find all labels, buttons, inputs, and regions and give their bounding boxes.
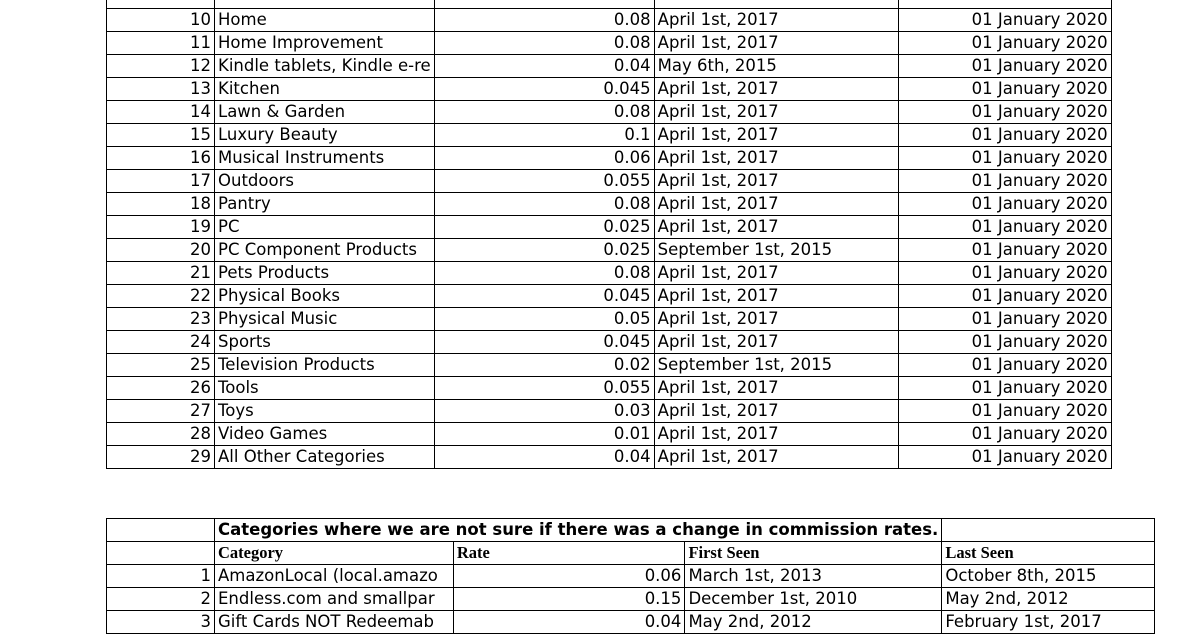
table-header-row [107,542,1155,565]
rate-cell [434,0,654,9]
commission-rates-table [106,0,1112,469]
table-row [107,55,1112,78]
category-cell: Lawn & Garden [215,101,435,124]
category-cell: Kitchen [215,78,435,101]
header-first-seen: First Seen [685,542,942,565]
rate-cell: 0.055 [434,377,654,400]
category-cell: PC [215,216,435,239]
since-cell: April 1st, 2017 [654,377,898,400]
uncertain-rates-body [107,565,1155,634]
rate-cell: 0.01 [434,423,654,446]
header-rate: Rate [453,542,685,565]
table-row [107,331,1112,354]
row-number: 21 [107,262,215,285]
rate-cell: 0.08 [434,32,654,55]
row-number: 2 [107,588,215,611]
blank-cell [107,542,215,565]
since-cell: September 1st, 2015 [654,354,898,377]
category-cell: Home [215,9,435,32]
blank-cell [942,519,1155,542]
header-last-seen: Last Seen [942,542,1155,565]
since-cell: April 1st, 2017 [654,262,898,285]
row-number: 3 [107,611,215,634]
last-seen-cell: February 1st, 2017 [942,611,1155,634]
category-cell: Television Products [215,354,435,377]
row-number: 19 [107,216,215,239]
until-cell: 01 January 2020 [898,9,1111,32]
category-cell: Toys [215,400,435,423]
rate-cell: 0.055 [434,170,654,193]
since-cell: April 1st, 2017 [654,331,898,354]
since-cell: April 1st, 2017 [654,423,898,446]
commission-rates-body [107,0,1112,469]
category-cell: Pantry [215,193,435,216]
row-number: 11 [107,32,215,55]
until-cell: 01 January 2020 [898,400,1111,423]
row-number: 18 [107,193,215,216]
category-cell: Gift Cards NOT Redeemab [215,611,454,634]
rate-cell: 0.05 [434,308,654,331]
rate-cell: 0.025 [434,239,654,262]
category-cell: Outdoors [215,170,435,193]
rate-cell: 0.02 [434,354,654,377]
since-cell: September 1st, 2015 [654,239,898,262]
until-cell: 01 January 2020 [898,78,1111,101]
category-cell: Physical Music [215,308,435,331]
category-cell: Kindle tablets, Kindle e-re [215,55,435,78]
category-cell: Sports [215,331,435,354]
rate-cell: 0.15 [453,588,685,611]
last-seen-cell: October 8th, 2015 [942,565,1155,588]
category-cell: Home Improvement [215,32,435,55]
table-row [107,262,1112,285]
until-cell: 01 January 2020 [898,147,1111,170]
table-row [107,0,1112,9]
rate-cell: 0.06 [453,565,685,588]
since-cell: April 1st, 2017 [654,32,898,55]
row-number: 13 [107,78,215,101]
since-cell: April 1st, 2017 [654,124,898,147]
since-cell: April 1st, 2017 [654,147,898,170]
table-row [107,377,1112,400]
until-cell: 01 January 2020 [898,423,1111,446]
rate-cell: 0.08 [434,101,654,124]
row-number: 28 [107,423,215,446]
rate-cell: 0.08 [434,262,654,285]
row-number: 14 [107,101,215,124]
rate-cell: 0.08 [434,193,654,216]
category-cell: Musical Instruments [215,147,435,170]
row-number: 27 [107,400,215,423]
rate-cell: 0.045 [434,78,654,101]
category-cell: Pets Products [215,262,435,285]
row-number: 20 [107,239,215,262]
until-cell: 01 January 2020 [898,216,1111,239]
until-cell: 01 January 2020 [898,354,1111,377]
category-cell: Tools [215,377,435,400]
rate-cell: 0.1 [434,124,654,147]
since-cell: April 1st, 2017 [654,446,898,469]
until-cell [898,0,1111,9]
since-cell: April 1st, 2017 [654,216,898,239]
row-number: 23 [107,308,215,331]
until-cell: 01 January 2020 [898,55,1111,78]
table-row [107,423,1112,446]
until-cell: 01 January 2020 [898,262,1111,285]
row-number: 29 [107,446,215,469]
rate-cell: 0.04 [453,611,685,634]
row-number [107,0,215,9]
row-number: 24 [107,331,215,354]
rate-cell: 0.025 [434,216,654,239]
first-seen-cell: May 2nd, 2012 [685,611,942,634]
table-row [107,400,1112,423]
table-row [107,9,1112,32]
until-cell: 01 January 2020 [898,193,1111,216]
row-number: 25 [107,354,215,377]
since-cell [654,0,898,9]
until-cell: 01 January 2020 [898,101,1111,124]
since-cell: April 1st, 2017 [654,308,898,331]
first-seen-cell: March 1st, 2013 [685,565,942,588]
until-cell: 01 January 2020 [898,377,1111,400]
since-cell: April 1st, 2017 [654,101,898,124]
rate-cell: 0.045 [434,285,654,308]
row-number: 10 [107,9,215,32]
table-row [107,101,1112,124]
first-seen-cell: December 1st, 2010 [685,588,942,611]
table-row [107,565,1155,588]
table-row [107,78,1112,101]
row-number: 17 [107,170,215,193]
table-row [107,170,1112,193]
category-cell: Physical Books [215,285,435,308]
table-title-row [107,519,1155,542]
table-row [107,611,1155,634]
table-row [107,308,1112,331]
table-row [107,588,1155,611]
rate-cell: 0.045 [434,331,654,354]
until-cell: 01 January 2020 [898,124,1111,147]
rate-cell: 0.08 [434,9,654,32]
category-cell: All Other Categories [215,446,435,469]
category-cell: Video Games [215,423,435,446]
row-number: 16 [107,147,215,170]
until-cell: 01 January 2020 [898,170,1111,193]
until-cell: 01 January 2020 [898,285,1111,308]
until-cell: 01 January 2020 [898,446,1111,469]
table-row [107,285,1112,308]
since-cell: April 1st, 2017 [654,285,898,308]
table-row [107,239,1112,262]
until-cell: 01 January 2020 [898,331,1111,354]
category-cell [215,0,435,9]
table-row [107,354,1112,377]
uncertain-rates-table [106,518,1155,634]
table-row [107,193,1112,216]
rate-cell: 0.06 [434,147,654,170]
table-row [107,446,1112,469]
since-cell: April 1st, 2017 [654,400,898,423]
row-number: 1 [107,565,215,588]
row-number: 26 [107,377,215,400]
until-cell: 01 January 2020 [898,239,1111,262]
category-cell: Endless.com and smallpar [215,588,454,611]
row-number: 12 [107,55,215,78]
blank-cell [107,519,215,542]
since-cell: April 1st, 2017 [654,78,898,101]
row-number: 22 [107,285,215,308]
rate-cell: 0.03 [434,400,654,423]
rate-cell: 0.04 [434,55,654,78]
rate-cell: 0.04 [434,446,654,469]
table-row [107,32,1112,55]
since-cell: April 1st, 2017 [654,170,898,193]
table-row [107,124,1112,147]
last-seen-cell: May 2nd, 2012 [942,588,1155,611]
since-cell: May 6th, 2015 [654,55,898,78]
category-cell: AmazonLocal (local.amazo [215,565,454,588]
until-cell: 01 January 2020 [898,32,1111,55]
row-number: 15 [107,124,215,147]
table-row [107,147,1112,170]
until-cell: 01 January 2020 [898,308,1111,331]
category-cell: Luxury Beauty [215,124,435,147]
category-cell: PC Component Products [215,239,435,262]
since-cell: April 1st, 2017 [654,9,898,32]
table-row [107,216,1112,239]
table-title: Categories where we are not sure if there was a change in commission rates. [215,519,942,542]
header-category: Category [215,542,454,565]
since-cell: April 1st, 2017 [654,193,898,216]
